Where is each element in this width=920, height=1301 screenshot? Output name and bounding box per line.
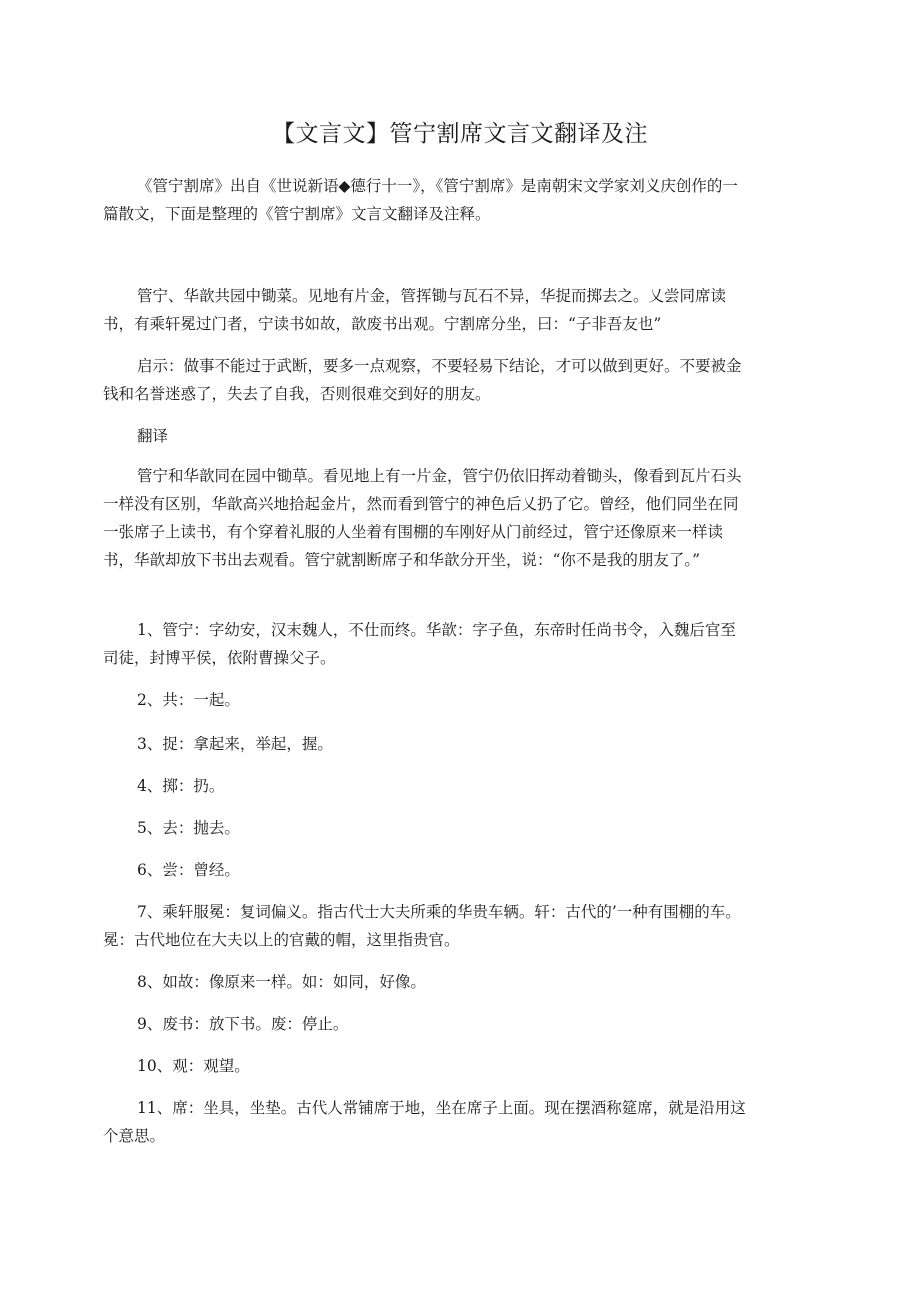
translation-paragraph: 管宁和华歆同在园中锄草。看见地上有一片金，管宁仍依旧挥动着锄头，像看到瓦片石头一样没有区别，华歆高兴地拾起金片，然而看到管宁的神色后乂扔了它。曾经，他们同坐在同一张席子上读书，有个穿着礼服的人坐着有围棚的车刚好从门前经过，管宁还像原来一样读书，华歆却放下书出去观看。管宁就割断席子和华歆分开坐，说：“你不是我的朋友了。” <box>103 467 742 569</box>
document-title: 【文言文】管宁割席文言文翻译及注 <box>272 121 648 147</box>
note-item: 1、管宁：字幼安，汉末魏人，不仕而终。华歆：字子鱼，东帝时任尚书令，入魏后官至司徒，封博平侯，依附曹操父子。 <box>103 621 736 667</box>
note-item: 4、掷：扔。 <box>137 777 225 795</box>
note-item: 10、观：观望。 <box>137 1057 250 1075</box>
note-item: 3、捉：拿起来，举起，握。 <box>137 735 333 753</box>
lesson-paragraph: 启示：做事不能过于武断，要多一点观察，不要轻易下结论，才可以做到更好。不要被金钱和名誉迷惑了，失去了自我，否则很难交到好的朋友。 <box>103 357 742 403</box>
original-text-paragraph: 管宁、华歆共园中锄菜。见地有片金，管挥锄与瓦石不异，华捉而掷去之。乂尝同席读书，有乘轩冕过门者，宁读书如故，歆废书出观。宁割席分坐，曰：“子非吾友也” <box>103 287 727 333</box>
note-item: 9、废书：放下书。废：停止。 <box>137 1015 349 1033</box>
note-item: 7、乘轩服冕：复词偏义。指古代士大夫所乘的华贵车辆。轩：古代的’一种有围棚的车。冕：古代地位在大夫以上的官戴的帽，这里指贵官。 <box>103 903 741 949</box>
note-item: 8、如故：像原来一样。如：如同，好像。 <box>137 973 426 991</box>
note-item: 11、席：坐具，坐垫。古代人常铺席于地，坐在席子上面。现在摆酒称筵席，就是沿用这个意思。 <box>103 1099 746 1145</box>
intro-paragraph: 《管宁割席》出自《世说新语◆德行十一》，《管宁割席》是南朝宋文学家刘义庆创作的一篇散文，下面是整理的《管宁割席》文言文翻译及注释。 <box>103 177 738 223</box>
translation-heading: 翻译 <box>137 427 169 445</box>
note-item: 6、尝：曾经。 <box>137 861 240 879</box>
note-item: 5、去：抛去。 <box>137 819 240 837</box>
note-item: 2、共：一起。 <box>137 691 240 709</box>
